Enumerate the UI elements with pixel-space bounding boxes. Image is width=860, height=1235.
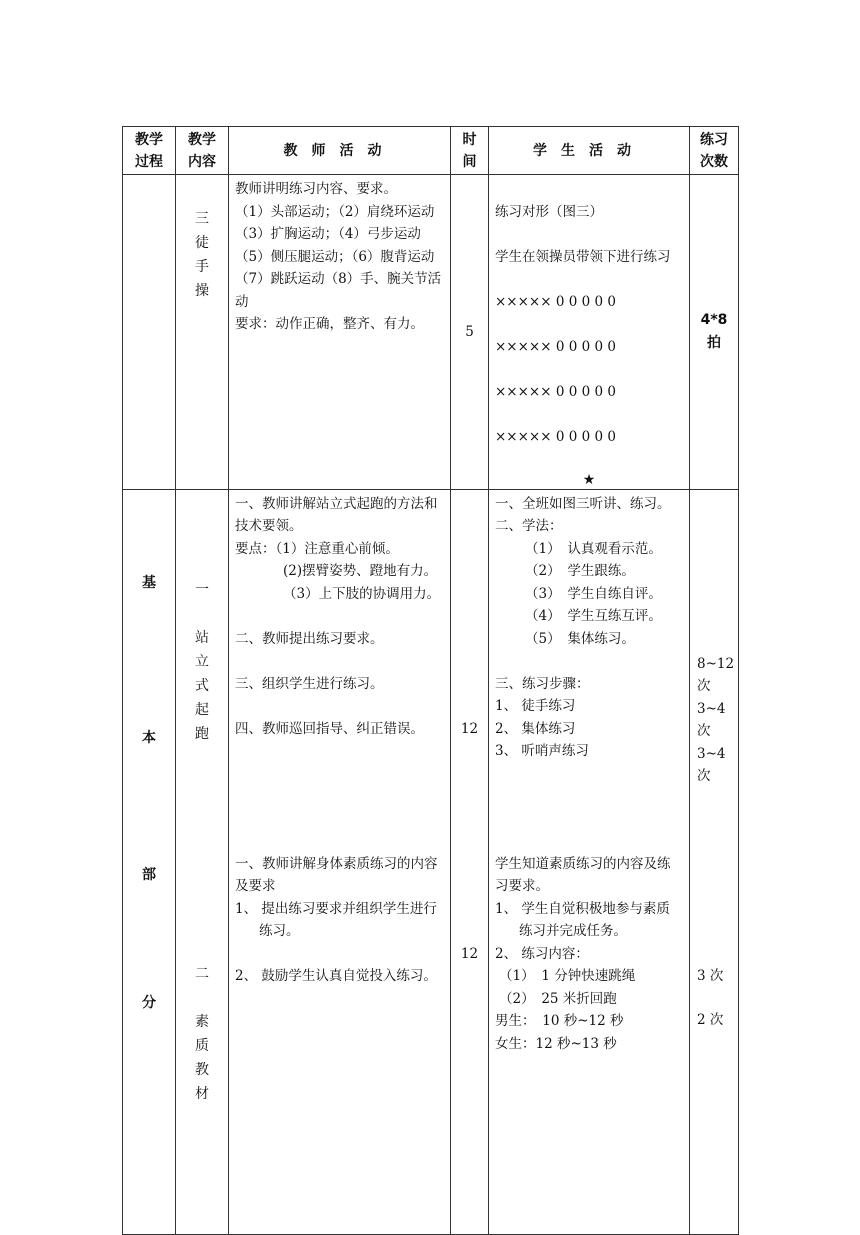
student-line: 三、练习步骤： bbox=[495, 675, 590, 692]
main-part-row bbox=[123, 489, 739, 1234]
student-line: 男生： 10 秒~12 秒 bbox=[495, 1013, 624, 1029]
student-line: （2） 25 米折回跑 bbox=[499, 990, 617, 1007]
fitness-student-text bbox=[489, 850, 689, 1059]
student-line: （3） 学生自练自评。 bbox=[525, 585, 662, 602]
fitness-teacher-text bbox=[229, 850, 450, 991]
main-teacher-cell bbox=[229, 489, 451, 1234]
main-count-cell bbox=[690, 489, 739, 1234]
student-line: （4） 学生互练互评。 bbox=[525, 608, 662, 624]
main-content-cell bbox=[176, 489, 229, 1234]
student-line: （1） 1 分钟快速跳绳 bbox=[499, 968, 636, 984]
student-line: 一、全班如图三听讲、练习。 bbox=[495, 495, 671, 512]
warmup-time: 5 bbox=[465, 323, 474, 340]
header-practice-count: 练习 次数 bbox=[690, 127, 739, 175]
lesson-plan-table bbox=[122, 126, 739, 1235]
header-student-activity: 学生活动 bbox=[489, 127, 690, 175]
student-line: 练习对形（图三） bbox=[495, 203, 603, 220]
formation-row: ××××× 0 0 0 0 0 bbox=[495, 428, 616, 445]
sprint-student-text bbox=[489, 490, 689, 766]
header-process: 教学 过程 bbox=[123, 127, 176, 175]
teacher-line: 三、组织学生进行练习。 bbox=[235, 675, 384, 692]
main-process-cell bbox=[123, 489, 176, 1234]
fitness-content: 二 素 质 教 材 bbox=[195, 965, 209, 1102]
formation-row: ××××× 0 0 0 0 0 bbox=[495, 293, 616, 310]
sprint-start-content: 一 站 立 式 起 跑 bbox=[195, 581, 209, 742]
student-line: 二、学法： bbox=[495, 518, 563, 534]
leader-star-icon: ★ bbox=[582, 471, 596, 488]
main-student-cell bbox=[489, 489, 690, 1234]
stage-char: 基 bbox=[142, 574, 156, 591]
stage-char: 部 bbox=[142, 866, 156, 883]
sprint-count: 8~12 次 3~4 次 3~4 次 bbox=[697, 655, 735, 784]
teacher-line-blank bbox=[235, 695, 444, 718]
student-line: 学生知道素质练习的内容及练习要求。 bbox=[495, 855, 671, 894]
teacher-line-blank bbox=[235, 605, 444, 628]
teacher-line: 一、教师讲解身体素质练习的内容及要求 bbox=[235, 855, 438, 894]
student-line: （2） 学生跟练。 bbox=[525, 563, 635, 579]
student-line: 1、 徒手练习 bbox=[495, 698, 576, 714]
warmup-count: 4*8 拍 bbox=[700, 312, 728, 351]
warmup-process-cell bbox=[123, 175, 176, 490]
sprint-teacher-text bbox=[229, 490, 450, 744]
stage-char: 本 bbox=[142, 729, 156, 746]
warmup-row bbox=[123, 175, 739, 490]
teacher-line: 要点：（1）注意重心前倾。 bbox=[235, 540, 399, 557]
student-line: （5） 集体练习。 bbox=[525, 630, 635, 647]
student-line-blank bbox=[495, 650, 683, 673]
warmup-student-cell bbox=[489, 175, 690, 490]
fitness-count-shuttle-run: 2 次 bbox=[697, 1011, 724, 1028]
student-line: 学生在领操员带领下进行练习 bbox=[495, 248, 671, 265]
teacher-line: 1、 提出练习要求并组织学生进行练习。 bbox=[235, 900, 437, 939]
warmup-teacher-text: 教师讲明练习内容、要求。 （1）头部运动；（2）肩绕环运动（3）扩胸运动；（4）弓步运动（5）侧压腿运动；（6）腹背运动（7）跳跃运动（8）手、腕关节活动 要求：动作正确，整齐、有力。 bbox=[235, 181, 442, 332]
warmup-teacher-cell bbox=[229, 175, 451, 490]
student-line: 女生：12 秒~13 秒 bbox=[495, 1035, 617, 1052]
warmup-time-cell bbox=[451, 175, 489, 490]
warmup-count-cell bbox=[690, 175, 739, 490]
fitness-count-jump-rope: 3 次 bbox=[697, 967, 724, 984]
teacher-line: (2)摆臂姿势、蹬地有力。 bbox=[283, 563, 438, 579]
teacher-line-blank bbox=[235, 650, 444, 673]
student-line: 1、 学生自觉积极地参与素质练习并完成任务。 bbox=[495, 900, 670, 939]
teacher-line: 2、 鼓励学生认真自觉投入练习。 bbox=[235, 968, 437, 984]
header-content: 教学 内容 bbox=[176, 127, 229, 175]
main-time-cell bbox=[451, 489, 489, 1234]
teacher-line: 一、教师讲解站立式起跑的方法和技术要领。 bbox=[235, 495, 438, 534]
teacher-line: （3）上下肢的协调用力。 bbox=[283, 585, 441, 602]
formation-row: ××××× 0 0 0 0 0 bbox=[495, 338, 616, 355]
header-time: 时 间 bbox=[451, 127, 489, 175]
header-row bbox=[123, 127, 739, 175]
stage-char: 分 bbox=[142, 994, 156, 1011]
student-line: 2、 练习内容： bbox=[495, 945, 589, 962]
warmup-student-text bbox=[489, 175, 689, 471]
warmup-content-cell bbox=[176, 175, 229, 490]
warmup-content: 三 徒 手 操 bbox=[195, 211, 209, 299]
student-line: 2、 集体练习 bbox=[495, 720, 576, 737]
teacher-line: 二、教师提出练习要求。 bbox=[235, 630, 384, 647]
teacher-line-blank bbox=[235, 943, 444, 966]
student-line: 3、 听哨声练习 bbox=[495, 743, 589, 759]
header-teacher-activity: 教师活动 bbox=[229, 127, 451, 175]
teacher-line: 四、教师巡回指导、纠正错误。 bbox=[235, 720, 424, 737]
sprint-time: 12 bbox=[460, 720, 479, 737]
fitness-time: 12 bbox=[460, 945, 479, 962]
formation-row: ××××× 0 0 0 0 0 bbox=[495, 383, 616, 400]
student-line: （1） 认真观看示范。 bbox=[525, 540, 662, 557]
